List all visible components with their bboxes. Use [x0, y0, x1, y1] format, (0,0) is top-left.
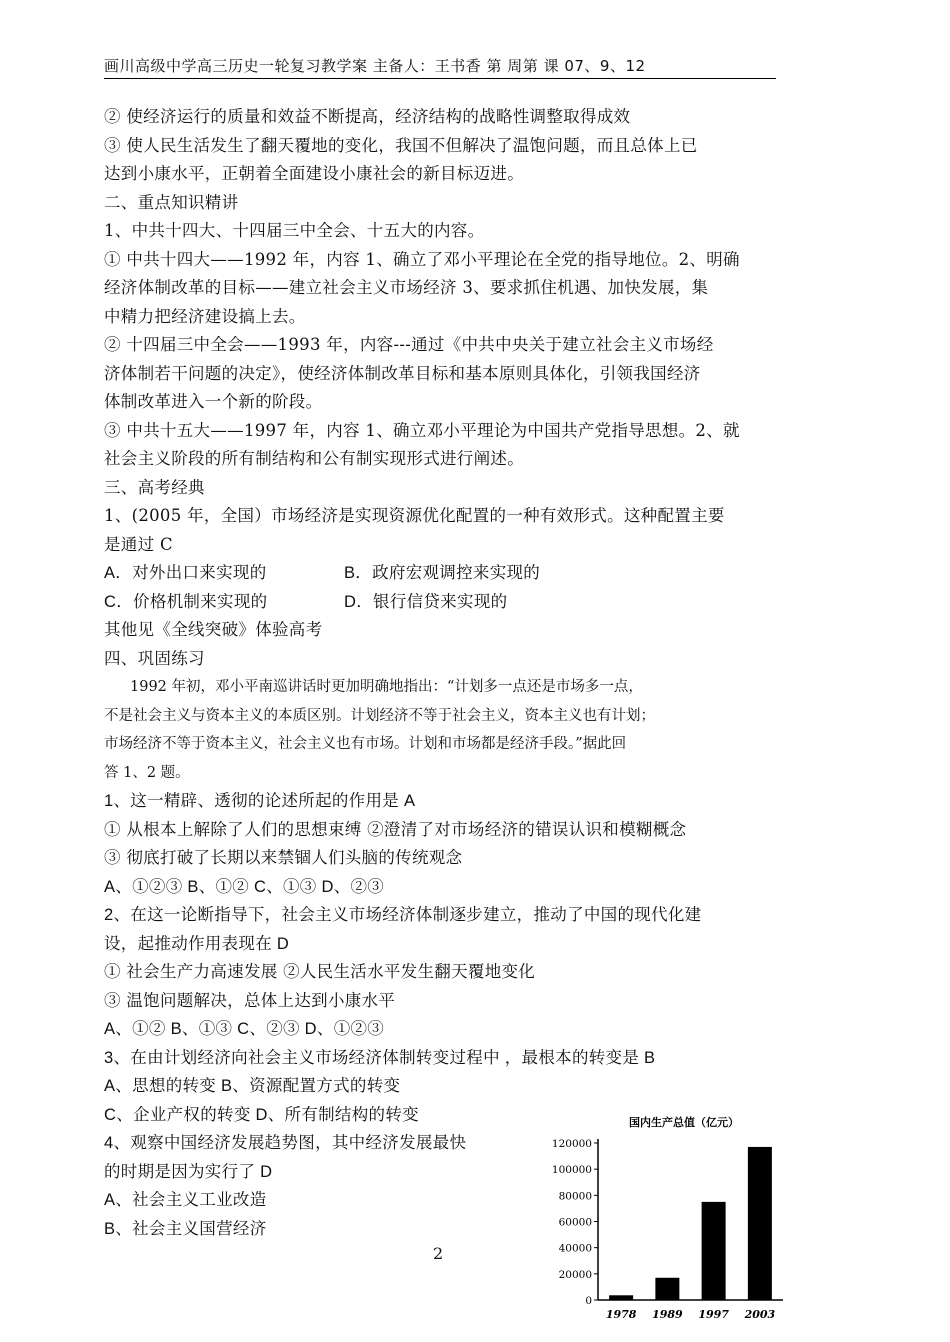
text-line: ③ 使人民生活发生了翻天覆地的变化，我国不但解决了温饱问题，而且总体上已	[104, 135, 698, 155]
options-row: A、思想的转变 B、资源配置方式的转变	[104, 1077, 401, 1095]
x-tick-label: 1997	[698, 1308, 729, 1321]
y-tick-label: 80000	[558, 1190, 592, 1203]
question-text: 1、(2005 年，全国）市场经济是实现资源优化配置的一种有效形式。这种配置主要	[104, 506, 725, 525]
header-divider	[104, 78, 776, 79]
document-header: 画川高级中学高三历史一轮复习教学案 主备人：王书香 第 周第 课 07、9、12	[104, 57, 646, 75]
options-row: A、①②③ B、①② C、①③ D、②③	[104, 877, 385, 896]
chart-bars	[606, 1147, 776, 1321]
text-line: 经济体制改革的目标——建立社会主义市场经济 3、要求抓住机遇、加快发展，集	[104, 278, 709, 297]
text-line: ③ 温饱问题解决，总体上达到小康水平	[104, 990, 396, 1010]
question-text: 2、在这一论断指导下，社会主义市场经济体制逐步建立，推动了中国的现代化建	[104, 906, 702, 924]
section-heading: 四、巩固练习	[104, 648, 205, 668]
text-line: ① 从根本上解除了人们的思想束缚 ②澄清了对市场经济的错误认识和模糊概念	[104, 819, 687, 839]
option-c: C．价格机制来实现的	[104, 592, 268, 611]
section-heading: 二、重点知识精讲	[104, 192, 239, 212]
options-row	[104, 559, 776, 588]
text-line: 体制改革进入一个新的阶段。	[104, 392, 323, 411]
x-tick-label: 1989	[652, 1308, 683, 1321]
quote-line: 市场经济不等于资本主义，社会主义也有市场。计划和市场都是经济手段。”据此回	[104, 736, 627, 752]
question-text: 设，起推动作用表现在 D	[104, 934, 290, 953]
chart-bar	[655, 1278, 679, 1300]
chart-bar	[702, 1202, 726, 1300]
text-line: ② 十四届三中全会——1993 年，内容---通过《中共中央关于建立社会主义市场经	[104, 335, 714, 354]
y-tick-label: 20000	[558, 1268, 592, 1281]
question-text: 1、这一精辟、透彻的论述所起的作用是 A	[104, 792, 416, 810]
page-number: 2	[433, 1244, 444, 1263]
y-tick-label: 60000	[558, 1216, 592, 1229]
text-line: 社会主义阶段的所有制结构和公有制实现形式进行阐述。	[104, 449, 524, 468]
text-line: ② 使经济运行的质量和效益不断提高，经济结构的战略性调整取得成效	[104, 107, 631, 126]
x-tick-label: 2003	[744, 1308, 776, 1321]
text-line: 济体制若干问题的决定》，使经济体制改革目标和基本原则具体化，引领我国经济	[104, 363, 701, 383]
chart-bar	[748, 1147, 772, 1300]
text-line: 中精力把经济建设搞上去。	[104, 306, 306, 326]
text-line: ③ 彻底打破了长期以来禁锢人们头脑的传统观念	[104, 848, 463, 867]
quote-line: 1992 年初，邓小平南巡讲话时更加明确地指出：“计划多一点还是市场多一点，	[130, 679, 643, 695]
text-line: ③ 中共十五大——1997 年，内容 1、确立邓小平理论为中国共产党指导思想。2、就	[104, 420, 740, 440]
option-a: A、社会主义工业改造	[104, 1191, 267, 1209]
option-b: B．政府宏观调控来实现的	[344, 564, 541, 582]
quote-line: 答 1、2 题。	[104, 764, 190, 781]
section-heading: 三、高考经典	[104, 477, 205, 497]
options-row	[104, 588, 776, 617]
text-line: ① 社会生产力高速发展 ②人民生活水平发生翻天覆地变化	[104, 962, 536, 981]
text-line: ① 中共十四大——1992 年，内容 1、确立了邓小平理论在全党的指导地位。2、明确	[104, 249, 740, 269]
options-row: A、①② B、①③ C、②③ D、①②③	[104, 1020, 385, 1038]
option-a: A．对外出口来实现的	[104, 564, 267, 582]
question-text: 3、在由计划经济向社会主义市场经济体制转变过程中 ，最根本的转变是 B	[104, 1048, 656, 1067]
y-tick-label: 40000	[558, 1242, 592, 1255]
question-text: 4、观察中国经济发展趋势图，其中经济发展最快	[104, 1134, 467, 1152]
y-tick-label: 0	[585, 1295, 592, 1307]
quote-line: 不是社会主义与资本主义的本质区别。计划经济不等于社会主义，资本主义也有计划；	[104, 707, 655, 724]
gdp-bar-chart	[538, 1108, 790, 1342]
option-d: D．银行信贷来实现的	[344, 592, 508, 611]
y-tick-label: 100000	[551, 1164, 592, 1177]
chart-title: 国内生产总值（亿元）	[629, 1116, 739, 1129]
text-line: 1、中共十四大、十四届三中全会、十五大的内容。	[104, 221, 485, 240]
text-line: 达到小康水平，正朝着全面建设小康社会的新目标迈进。	[104, 164, 524, 183]
document-body	[104, 103, 776, 1243]
y-tick-label: 120000	[551, 1138, 592, 1150]
question-text: 是通过 C	[104, 534, 173, 554]
text-line: 其他见《全线突破》体验高考	[104, 620, 323, 639]
options-row: C、企业产权的转变 D、所有制结构的转变	[104, 1105, 419, 1124]
x-tick-label: 1978	[605, 1308, 637, 1321]
question-text: 的时期是因为实行了 D	[104, 1162, 273, 1181]
chart-bar	[609, 1295, 633, 1300]
option-b: B、社会主义国营经济	[104, 1219, 267, 1238]
